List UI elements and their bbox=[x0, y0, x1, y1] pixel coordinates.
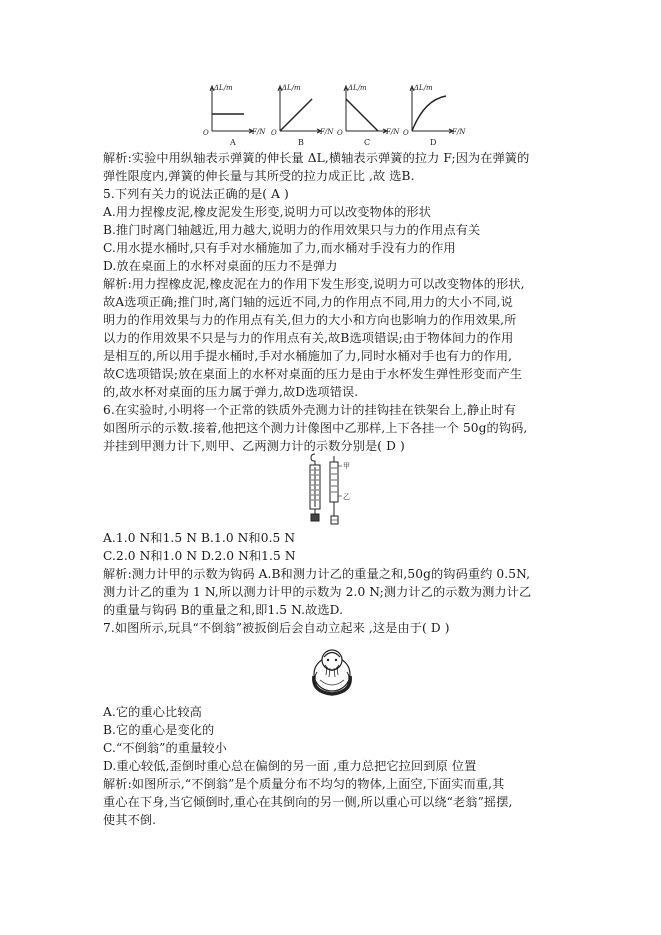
text-line: 的,故水杯对桌面的压力属于弹力,故D选项错误. bbox=[103, 385, 359, 399]
text-line: A.它的重心比较高 bbox=[103, 705, 202, 719]
graph-d-ylabel: ΔL/m bbox=[414, 84, 433, 92]
question-7: 7.如图所示,玩具“不倒翁”被扳倒后会自动立起来 ,这是由于( D ) bbox=[103, 621, 450, 635]
text-line: D.放在桌面上的水杯对桌面的压力不是弹力 bbox=[103, 259, 338, 273]
graph-c-origin: O bbox=[337, 129, 343, 137]
graph-c-caption: C bbox=[364, 138, 371, 147]
text-line: 解析:实验中用纵轴表示弹簧的伸长量 ΔL,横轴表示弹簧的拉力 F;因为在弹簧的 bbox=[103, 151, 530, 165]
spring-scale-figure bbox=[300, 452, 360, 528]
text-line: C.用水提水桶时,只有手对水桶施加了力,而水桶对手没有力的作用 bbox=[103, 241, 456, 255]
question-5: 5.下列有关力的说法正确的是( A ) bbox=[103, 187, 289, 201]
text-line: D.重心较低,歪倒时重心总在偏倒的另一面 ,重力总把它拉回到原 位置 bbox=[103, 759, 477, 773]
graph-d-caption: D bbox=[430, 138, 437, 147]
scale-jia-label: 甲 bbox=[343, 462, 350, 470]
text-line: 测力计乙的重为 1 N,所以测力计甲的示数为 2.0 N;测力计乙的示数为测力计乙 bbox=[103, 585, 532, 599]
text-line: B.推门时离门轴越近,用力越大,说明力的作用效果只与力的作用点有关 bbox=[103, 223, 481, 237]
text-line: 解析:测力计甲的示数为钩码 A.B和测力计乙的重量之和,50g的钩码重约 0.5N, bbox=[103, 567, 531, 581]
graph-b-ylabel: ΔL/m bbox=[282, 84, 301, 92]
text-line: B.它的重心是变化的 bbox=[103, 723, 215, 737]
graph-a-ylabel: ΔL/m bbox=[214, 84, 233, 92]
text-line: 以力的作用效果不只是与力的作用点有关,故B选项错误;由于物体间力的作用 bbox=[103, 331, 514, 345]
text-line: 如图所示的示数.接着,他把这个测力计像图中乙那样,上下各挂一个 50g的钩码, bbox=[103, 421, 528, 435]
graph-d-origin: O bbox=[403, 129, 409, 137]
text-line: 解析:用力捏橡皮泥,橡皮泥在力的作用下发生形变,说明力可以改变物体的形状, bbox=[103, 277, 525, 291]
tumbler-svg bbox=[304, 640, 360, 696]
graph-c-ylabel: ΔL/m bbox=[348, 84, 367, 92]
scale-yi-label: 乙 bbox=[343, 493, 350, 501]
graph-c-xlabel: F/N bbox=[386, 128, 400, 136]
text-line: 故C选项错误;放在桌面上的水杯对桌面的压力是由于水杯发生弹性形变而产生 bbox=[103, 367, 523, 381]
text-line: 重心在下身,当它倾倒时,重心在其倒向的另一侧,所以重心可以绕“老翁”摇摆, bbox=[103, 795, 513, 809]
text-line: 并挂到甲测力计下,则甲、乙两测力计的示数分别是( D ) bbox=[103, 439, 405, 453]
text-line: 是相互的,所以用手提水桶时,手对水桶施加了力,同时水桶对手也有力的作用, bbox=[103, 349, 513, 363]
graph-b-origin: O bbox=[271, 129, 277, 137]
tumbler-figure bbox=[304, 640, 360, 696]
spring-scale-svg bbox=[300, 452, 360, 528]
graph-a-caption: A bbox=[230, 138, 236, 147]
text-line: A.1.0 N和1.5 N B.1.0 N和0.5 N bbox=[103, 531, 296, 545]
text-line: C.“不倒翁”的重量较小 bbox=[103, 741, 227, 755]
text-line: C.2.0 N和1.0 N D.2.0 N和1.5 N bbox=[103, 549, 296, 563]
text-line: 弹性限度内,弹簧的伸长量与其所受的拉力成正比 ,故 选B. bbox=[103, 169, 415, 183]
text-line: 明力的作用效果与力的作用点有关,但力的大小和方向也影响力的作用效果,所 bbox=[103, 313, 517, 327]
spring-graphs-figure bbox=[200, 82, 480, 148]
spring-graphs-svg bbox=[200, 82, 480, 148]
graph-b-caption: B bbox=[298, 138, 304, 147]
graph-b-xlabel: F/N bbox=[320, 128, 334, 136]
text-line: A.用力捏橡皮泥,橡皮泥发生形变,说明力可以改变物体的形状 bbox=[103, 205, 432, 219]
graph-d-xlabel: F/N bbox=[452, 128, 466, 136]
question-6: 6.在实验时,小明将一个正常的铁质外壳测力计的挂钩挂在铁架台上,静止时有 bbox=[103, 403, 516, 417]
graph-a-xlabel: F/N bbox=[252, 128, 266, 136]
graph-a-origin: O bbox=[203, 129, 209, 137]
text-line: 解析:如图所示,“不倒翁”是个质量分布不均匀的物体,上面空,下面实而重,其 bbox=[103, 777, 505, 791]
text-line: 故A选项正确;推门时,离门轴的远近不同,力的作用点不同,用力的大小不同,说 bbox=[103, 295, 513, 309]
text-line: 的重量与钩码 B的重量之和,即1.5 N.故选D. bbox=[103, 603, 344, 617]
text-line: 使其不倒. bbox=[103, 813, 157, 827]
